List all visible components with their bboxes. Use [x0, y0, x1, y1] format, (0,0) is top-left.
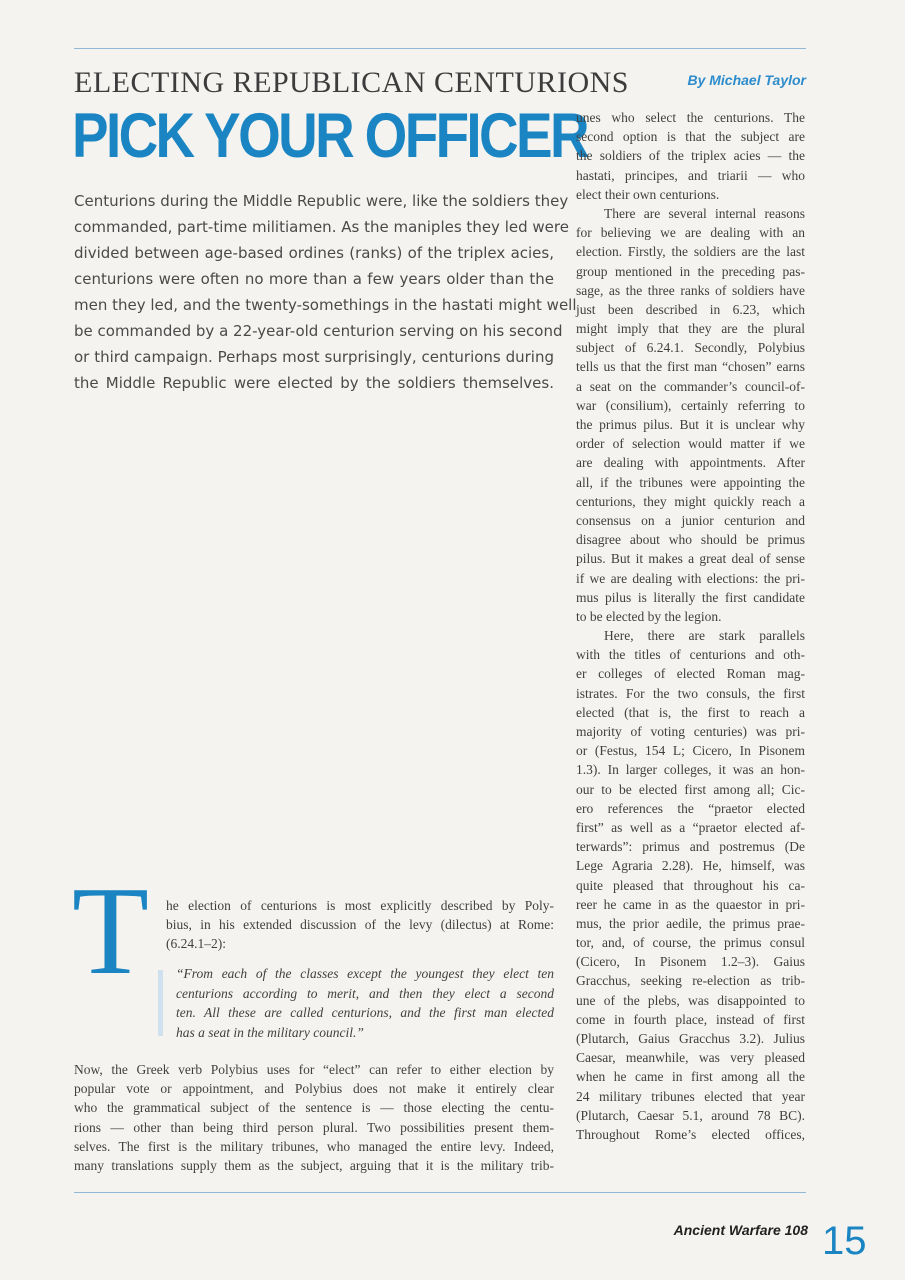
intro-line: commanded, part-time militiamen. As the maniples they led were — [74, 218, 569, 236]
intro-line: the Middle Republic were elected by the soldiers themselves. — [74, 374, 554, 392]
drop-cap: T — [72, 862, 149, 1001]
column-line: 24 military tribunes elected that year — [576, 1088, 805, 1104]
intro-line: men they led, and the twenty-somethings in the hastati might well — [74, 296, 577, 314]
column-line: war (consilium), certainly referring to — [576, 397, 805, 413]
column-line: There are several internal reasons — [604, 205, 805, 221]
column-line: order of selection would matter if we — [576, 436, 805, 452]
column-line: come in fourth place, instead of first — [576, 1011, 805, 1027]
column-line: the primus pilus. But it is unclear why — [576, 417, 805, 432]
quote-line: ten. All these are called centurions, and the first man elected — [176, 1005, 554, 1020]
column-line: are dealing with appointments. After — [576, 455, 805, 471]
column-line: ero references the “praetor elected — [576, 800, 805, 816]
text-line: Now, the Greek verb Polybius uses for “elect” can refer to either election by — [74, 1062, 554, 1077]
column-line: quite pleased that throughout his ca- — [576, 877, 805, 893]
column-line: istrates. For the two consuls, the first — [576, 685, 805, 701]
column-line: if we are dealing with elections: the pri- — [576, 570, 805, 586]
block-quote — [176, 964, 554, 1042]
quote-line: centurions according to merit, and then they elect a second — [176, 985, 554, 1001]
byline: By Michael Taylor — [687, 72, 806, 88]
text-line: he election of centurions is most explicitly described by Poly- — [166, 898, 554, 913]
column-line: just been described in 6.23, which — [576, 301, 805, 317]
body-paragraph — [74, 1060, 554, 1175]
right-column — [576, 108, 805, 1144]
column-line: Caesar, meanwhile, was very pleased — [576, 1050, 805, 1066]
column-line: subject of 6.24.1. Secondly, Polybius — [576, 340, 805, 356]
column-line: election. Firstly, the soldiers are the last — [576, 244, 805, 260]
quote-line: “From each of the classes except the youngest they elect ten — [176, 966, 554, 981]
column-line: disagree about who should be primus — [576, 532, 805, 548]
column-line: when he came in first among all the — [576, 1069, 805, 1085]
intro-paragraph — [74, 188, 577, 396]
column-line: second option is that the subject are — [576, 129, 805, 145]
column-line: Throughout Rome’s elected offices, — [576, 1126, 805, 1142]
column-line: to be elected by the legion. — [576, 608, 722, 624]
column-line: er colleges of elected Roman mag- — [576, 666, 805, 682]
column-line: the soldiers of the triplex acies — the — [576, 148, 805, 164]
column-line: elect their own centurions. — [576, 186, 720, 202]
text-line: who the grammatical subject of the sentence is — those electing the centu- — [74, 1100, 554, 1116]
text-line: selves. The first is the military tribunes, who managed the entire levy. Indeed, — [74, 1138, 554, 1154]
column-line: consensus on a junior centurion and — [576, 512, 805, 528]
quote-line: has a seat in the military council.” — [176, 1024, 364, 1040]
intro-line: centurions were often no more than a few years older than the — [74, 270, 554, 288]
column-line: or (Festus, 154 L; Cicero, In Pisonem — [576, 743, 805, 759]
column-line: (Cicero, In Pisonem 1.2–3). Gaius — [576, 954, 805, 970]
column-line: our to be elected first among all; Cic- — [576, 781, 805, 797]
top-rule — [74, 48, 806, 49]
column-line: pilus. But it makes a great deal of sense — [576, 551, 805, 567]
column-line: for believing we are dealing with an — [576, 225, 805, 241]
column-line: reer he came in as the quaestor in pri- — [576, 896, 805, 912]
text-line: many translations supply them as the subject, arguing that it is the military trib- — [74, 1158, 554, 1174]
text-line: popular vote or appointment, and Polybius does not make it entirely clear — [74, 1081, 554, 1097]
column-line: all, if the tribunes were appointing the — [576, 474, 805, 490]
column-line: mus pilus is literally the first candidate — [576, 589, 805, 605]
column-line: (Plutarch, Caesar 5.1, around 78 BC). — [576, 1107, 805, 1123]
column-line: unes who select the centurions. The — [576, 110, 805, 125]
column-line: tor, and, of course, the primus consul — [576, 935, 805, 951]
column-line: terwards”: primus and postremus (De — [576, 839, 805, 855]
intro-line: be commanded by a 22-year-old centurion serving on his second — [74, 322, 563, 340]
text-line: (6.24.1–2): — [166, 936, 226, 951]
article-kicker: ELECTING REPUBLICAN CENTURIONS — [74, 66, 629, 99]
column-line: group mentioned in the preceding pas- — [576, 263, 805, 279]
column-line: might imply that they are the plural — [576, 321, 805, 337]
intro-line: or third campaign. Perhaps most surprisingly, centurions during — [74, 348, 554, 366]
column-line: une of the plebs, was disappointed to — [576, 992, 805, 1008]
column-line: with the titles of centurions and oth- — [576, 647, 805, 663]
article-headline: PICK YOUR OFFICER — [72, 101, 587, 171]
bottom-rule — [74, 1192, 806, 1193]
lead-paragraph — [166, 896, 554, 953]
column-line: elected (that is, the first to reach a — [576, 704, 805, 720]
column-line: majority of voting centuries) was pri- — [576, 724, 805, 739]
column-line: (Plutarch, Gaius Gracchus 3.2). Julius — [576, 1031, 805, 1046]
column-line: 1.3). In larger colleges, it was an hon- — [576, 762, 805, 778]
intro-line: Centurions during the Middle Republic were, like the soldiers they — [74, 192, 569, 210]
column-line: sage, as the three ranks of soldiers have — [576, 282, 805, 298]
text-line: rions — other than being third person plural. Two possibilities present them- — [74, 1119, 554, 1135]
column-line: centurions, they might quickly reach a — [576, 493, 805, 509]
text-line: bius, in his extended discussion of the levy (dilectus) at Rome: — [166, 917, 554, 932]
column-line: tells us that the first man “chosen” earns — [576, 359, 805, 375]
column-line: a seat on the commander’s council-of- — [576, 378, 805, 394]
page-number: 15 — [822, 1219, 867, 1263]
quote-bar — [158, 970, 163, 1036]
column-line: mus, the prior aedile, the primus prae- — [576, 915, 805, 931]
column-line: first” as well as a “praetor elected af- — [576, 819, 805, 835]
column-line: Lege Agraria 2.28). He, himself, was — [576, 858, 805, 874]
column-line: Here, there are stark parallels — [604, 628, 805, 644]
column-line: Gracchus, seeking re-election as trib- — [576, 973, 805, 989]
intro-line: divided between age-based ordines (ranks) of the triplex acies, — [74, 244, 554, 262]
column-line: hastati, principes, and triarii — who — [576, 167, 805, 183]
magazine-issue: Ancient Warfare 108 — [673, 1222, 808, 1238]
